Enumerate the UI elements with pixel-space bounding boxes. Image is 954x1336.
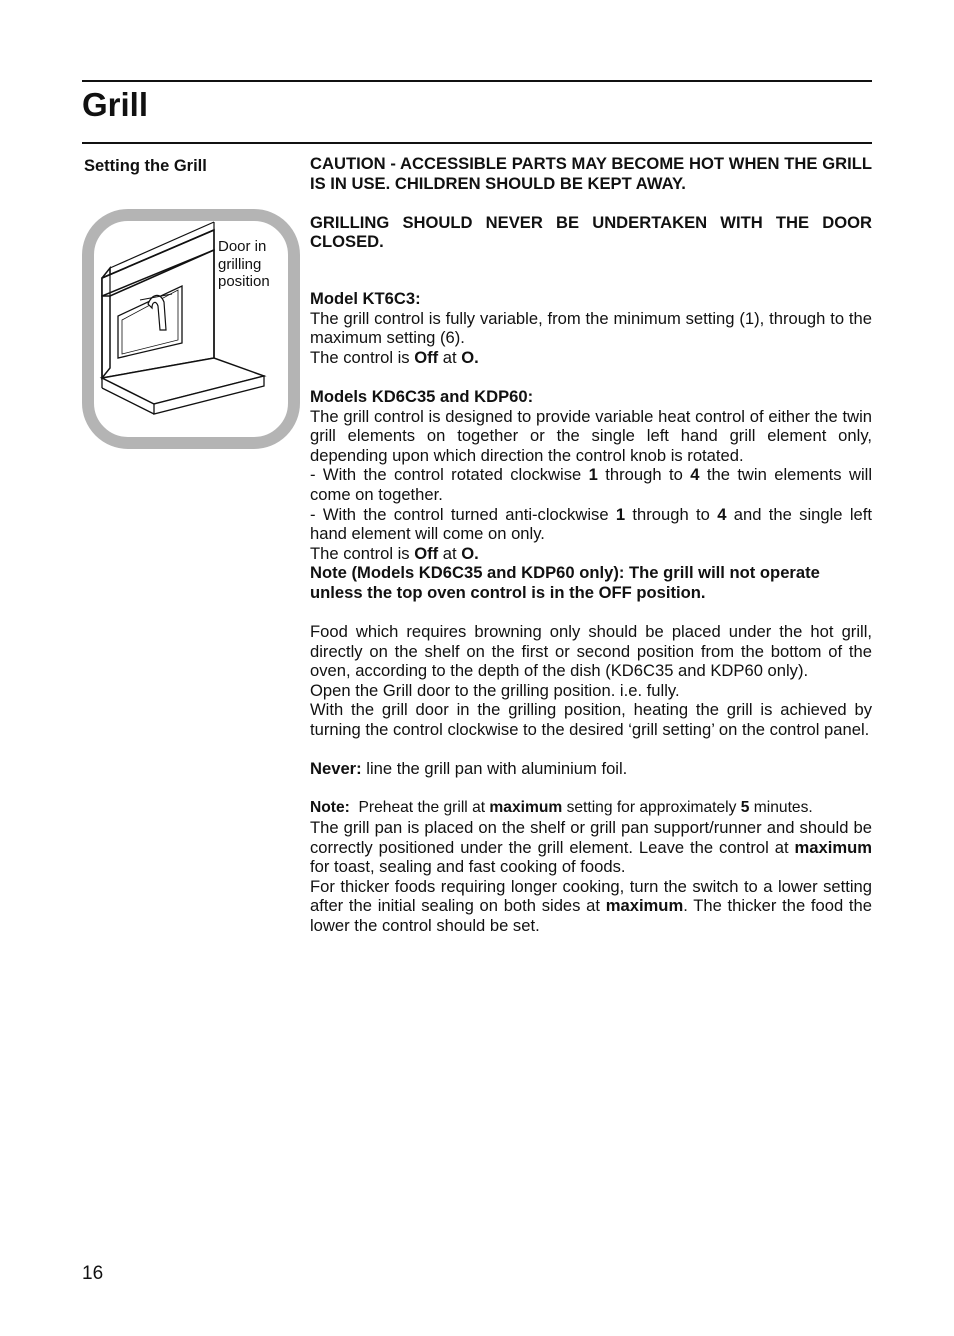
kd-note: Note (Models KD6C35 and KDP60 only): The grill will not operate unless the top oven control is in the OFF position.: [310, 563, 820, 602]
never-line: Never: line the grill pan with aluminium foil.: [310, 759, 628, 779]
thicker-foods-paragraph: For thicker foods requiring longer cooking, turn the switch to a lower setting after the initial sealing on both sides at maximum. The thicker the food the lower the control should be set.: [310, 876, 872, 935]
kd-text: The grill control is designed to provide variable heat control of either the twin grill elements on together or the single left hand grill element only, depending upon which direction the control knob is rotated.: [310, 406, 872, 465]
caption-line: position: [218, 273, 270, 290]
caption-line: Door in: [218, 238, 267, 255]
caution-accessible-parts: CAUTION - ACCESSIBLE PARTS MAY BECOME HOT WHEN THE GRILL IS IN USE. CHILDREN SHOULD BE KEPT AWAY.: [310, 154, 872, 193]
open-door-paragraph: Open the Grill door to the grilling position. i.e. fully.: [310, 680, 680, 700]
kd-off-line: The control is Off at O.: [310, 543, 479, 563]
main-column: [310, 154, 872, 936]
caption-line: grilling: [218, 255, 262, 273]
food-paragraph: Food which requires browning only should be placed under the hot grill, directly on the shelf on the first or second position from the bottom of the oven, according to the depth of the dish (KD6C35 and KDP60 only).: [310, 622, 872, 681]
page-number: 16: [82, 1263, 104, 1284]
kt6c3-heading: Model KT6C3:: [310, 288, 421, 308]
kd-heading: Models KD6C35 and KDP60:: [310, 386, 534, 406]
preheat-note: Note: Preheat the grill at maximum setting for approximately 5 minutes.: [310, 799, 813, 817]
kt6c3-text: The grill control is fully variable, from the minimum setting (1), through to the maximum setting (6).: [310, 308, 872, 348]
top-rule: [82, 80, 872, 82]
kt6c3-off-line: The control is Off at O.: [310, 347, 479, 367]
illustration-caption: [218, 238, 298, 291]
kd-clockwise: - With the control rotated clockwise 1 through to 4 the twin elements will come on together.: [310, 465, 872, 504]
grill-door-paragraph: With the grill door in the grilling position, heating the grill is achieved by turning the control clockwise to the desired ‘grill setting’ on the control panel.: [310, 700, 872, 740]
title-rule: [82, 142, 872, 144]
grill-pan-paragraph: The grill pan is placed on the shelf or grill pan support/runner and should be correctly positioned under the grill element. Leave the control at maximum for toast, sealing and fast cooking of foods.: [310, 818, 872, 877]
section-heading: Setting the Grill: [84, 157, 207, 175]
kd-anticlockwise: - With the control turned anti-clockwise 1 through to 4 and the single left hand element will come on only.: [310, 504, 873, 544]
page-title: Grill: [82, 86, 149, 123]
caution-door-closed: GRILLING SHOULD NEVER BE UNDERTAKEN WITH THE DOOR CLOSED.: [310, 212, 872, 252]
